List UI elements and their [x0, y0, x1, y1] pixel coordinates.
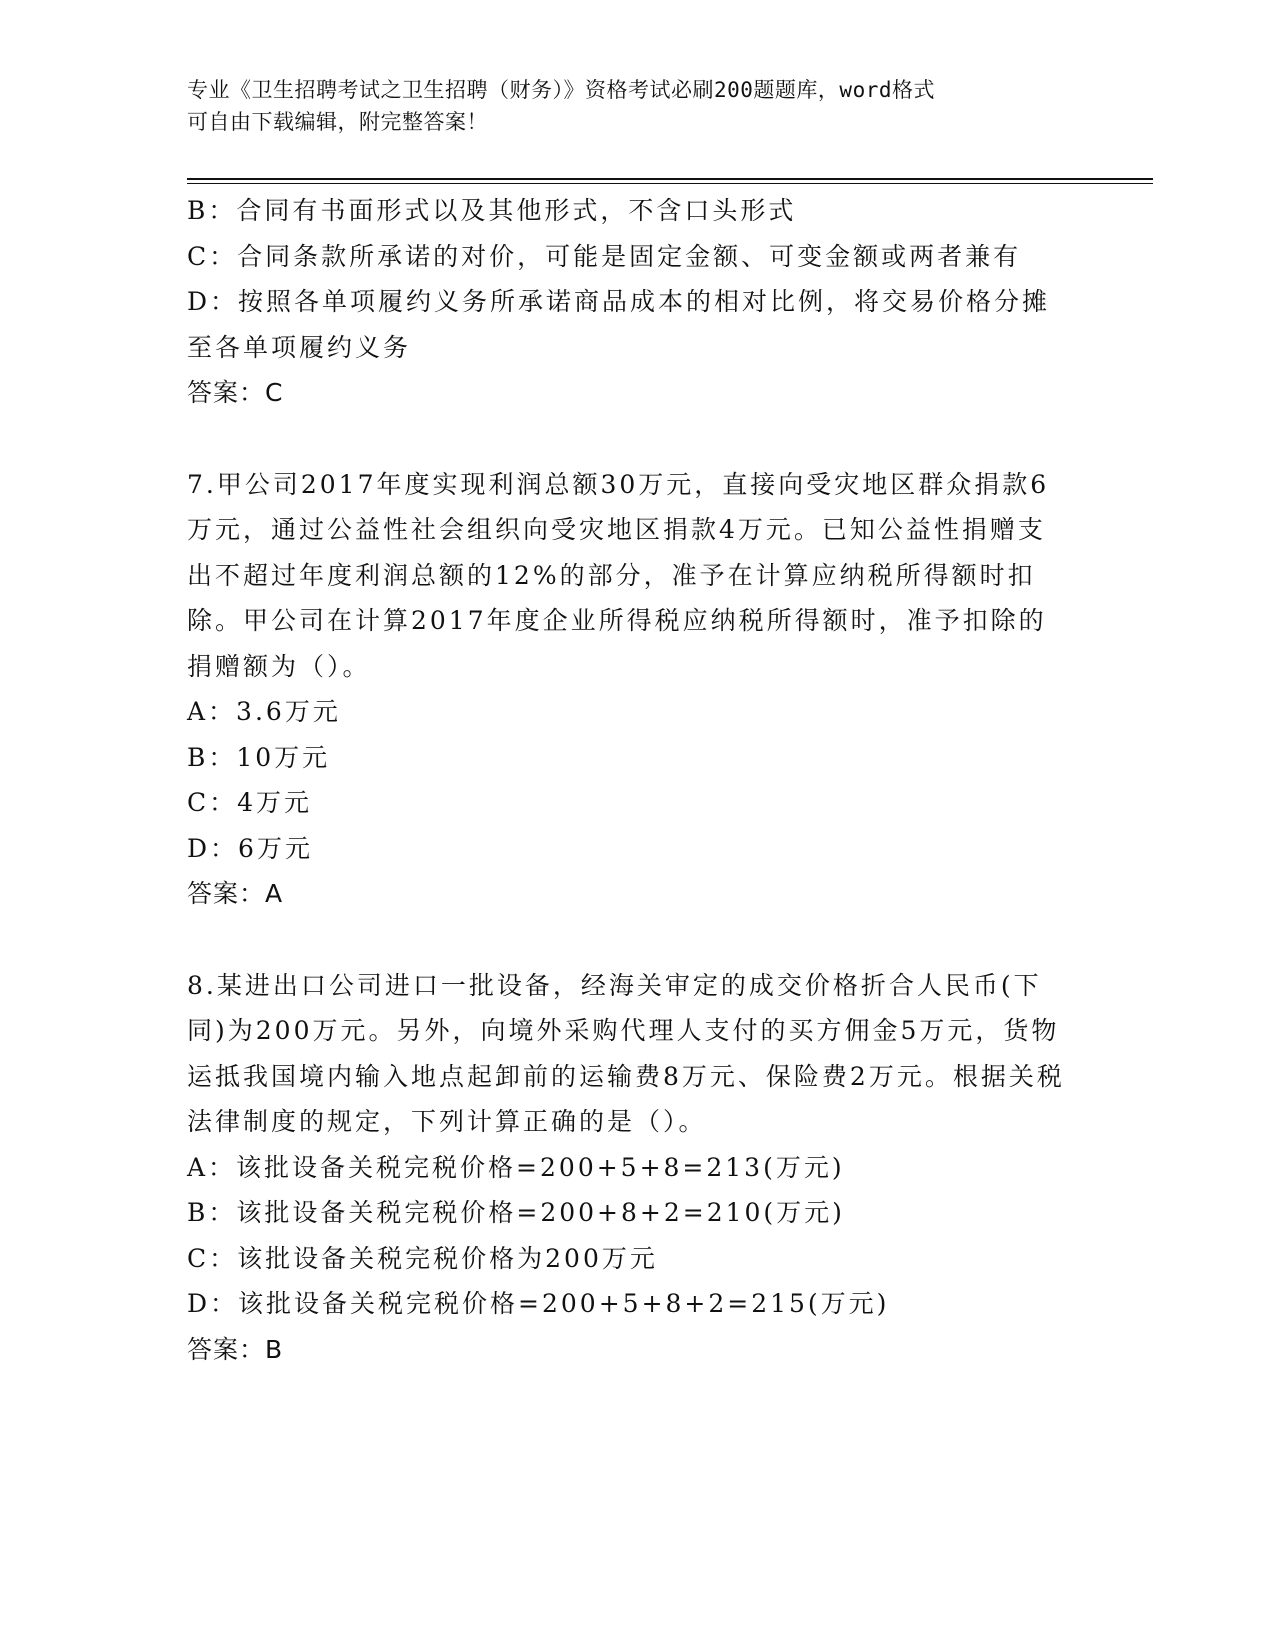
option-a: A：该批设备关税完税价格=200+5+8=213(万元) — [187, 1152, 845, 1182]
option-a: A：3.6万元 — [187, 697, 341, 726]
option-b: B：合同有书面形式以及其他形式，不含口头形式 — [187, 196, 797, 225]
option-c: C：该批设备关税完税价格为200万元 — [187, 1243, 658, 1273]
header-rule-thin — [187, 183, 1153, 184]
question-8 — [187, 963, 1067, 1373]
question-7 — [187, 462, 1067, 917]
option-d: D：该批设备关税完税价格=200+5+8+2=215(万元) — [187, 1289, 890, 1318]
option-c: C：合同条款所承诺的对价，可能是固定金额、可变金额或两者兼有 — [187, 241, 1022, 271]
header-rule-thick — [187, 178, 1153, 180]
document-header — [187, 74, 1107, 138]
answer: 答案：A — [187, 879, 284, 908]
header-line-1: 专业《卫生招聘考试之卫生招聘（财务）》资格考试必刷200题题库，word格式 — [187, 78, 935, 102]
option-d: D：6万元 — [187, 833, 313, 863]
header-line-2: 可自由下载编辑，附完整答案！ — [187, 110, 488, 134]
answer: 答案：B — [187, 1334, 284, 1364]
question-stem: 7.甲公司2017年度实现利润总额30万元，直接向受灾地区群众捐款6万元，通过公益性社会组织向受灾地区捐款4万元。已知公益性捐赠支出不超过年度利润总额的12%的部分，准予在计算应纳税所得额时扣除。甲公司在计算2017年度企业所得税应纳税所得额时，准予扣除的捐赠额为（）。 — [187, 469, 1050, 681]
question-content — [187, 188, 1067, 1372]
option-b: B：该批设备关税完税价格=200+8+2=210(万元) — [187, 1198, 845, 1227]
option-c: C：4万元 — [187, 788, 313, 817]
option-b: B：10万元 — [187, 742, 331, 772]
answer: 答案：C — [187, 378, 284, 407]
previous-question-tail — [187, 188, 1067, 416]
option-d: D：按照各单项履约义务所承诺商品成本的相对比例，将交易价格分摊至各单项履约义务 — [187, 287, 1051, 362]
question-stem: 8.某进出口公司进口一批设备，经海关审定的成交价格折合人民币(下同)为200万元。另外，向境外采购代理人支付的买方佣金5万元，货物运抵我国境内输入地点起卸前的运输费8万元、保险费2万元。根据关税法律制度的规定，下列计算正确的是（）。 — [187, 970, 1065, 1136]
